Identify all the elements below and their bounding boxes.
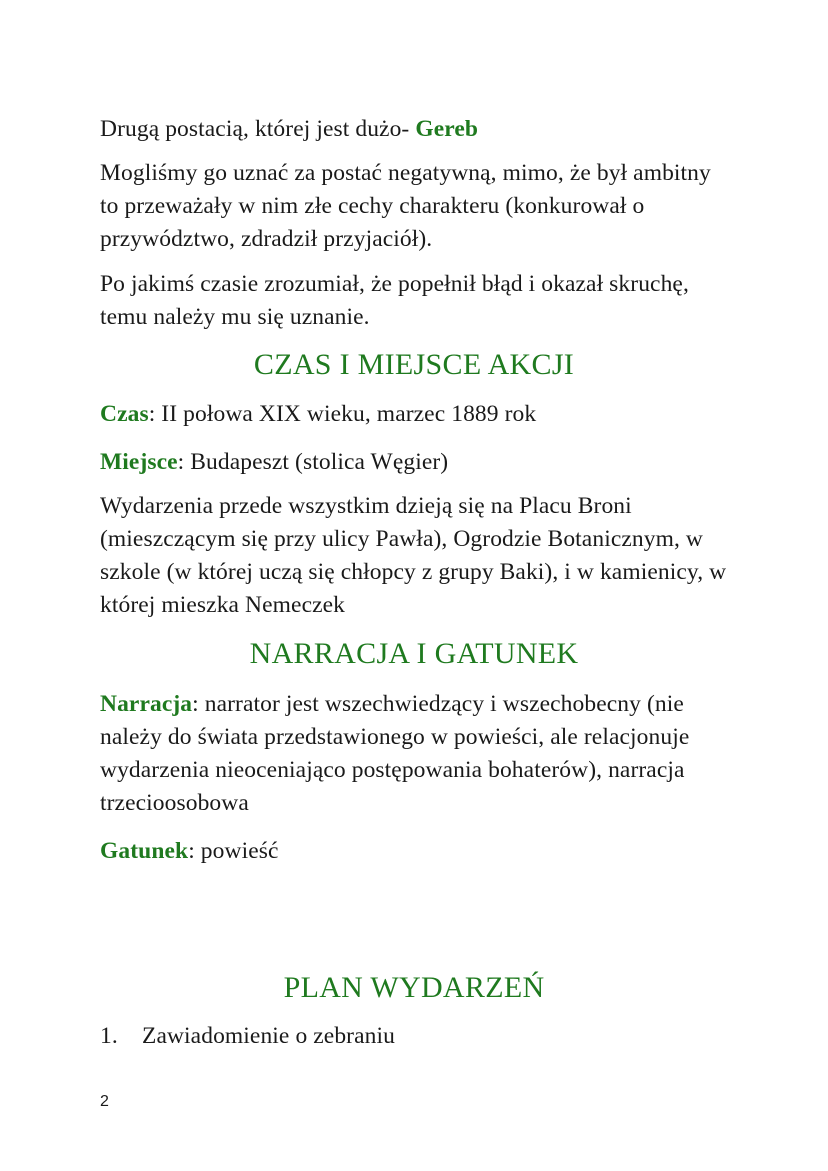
section-heading-time-place: CZAS I MIEJSCE AKCJI: [253, 348, 575, 381]
place-value: : Budapeszt (stolica Węgier): [177, 449, 449, 475]
genre-label: Gatunek: [100, 838, 189, 864]
intro-line: [100, 113, 740, 146]
character-paragraph-2: Po jakimś czasie zrozumiał, że popełnił błąd i okazał skruchę, temu należy mu się uznanie.: [100, 271, 689, 330]
page-number: 2: [100, 1093, 109, 1110]
list-item-text: Zawiadomienie o zebraniu: [142, 1023, 395, 1049]
character-name: Gereb: [415, 116, 479, 142]
time-label: Czas: [100, 401, 149, 427]
genre-value: : powieść: [188, 838, 279, 864]
character-paragraph-1: Mogliśmy go uznać za postać negatywną, mimo, że był ambitny to przeważały w nim złe cechy charakteru (konkurował o przywództwo, zdradził przyjaciół).: [100, 160, 711, 252]
place-label: Miejsce: [100, 449, 178, 475]
narration-label: Narracja: [100, 691, 193, 717]
list-item: [100, 1020, 740, 1053]
section-heading-narration: NARRACJA I GATUNEK: [249, 637, 579, 670]
narration-value: : narrator jest wszechwiedzący i wszechobecny (nie należy do świata przedstawionego w powieści, ale relacjonuje wydarzenia nieoceniająco postępowania bohaterów), narracja trzecioosobowa: [100, 691, 690, 816]
list-item-number: 1.: [100, 1023, 118, 1049]
narration-paragraph: [100, 688, 728, 820]
events-paragraph: Wydarzenia przede wszystkim dzieją się na Placu Broni (mieszczącym się przy ulicy Pawła), Ogrodzie Botanicznym, w szkole (w której uczą się chłopcy z grupy Baki), i w kamienicy, w której mieszka Nemeczek: [100, 493, 727, 618]
genre-line: [100, 835, 740, 868]
place-line: [100, 446, 740, 479]
time-line: [100, 398, 740, 431]
intro-text: Drugą postacią, której jest dużo-: [100, 116, 416, 142]
time-value: : II połowa XIX wieku, marzec 1889 rok: [148, 401, 537, 427]
section-heading-plan: PLAN WYDARZEŃ: [283, 971, 545, 1004]
